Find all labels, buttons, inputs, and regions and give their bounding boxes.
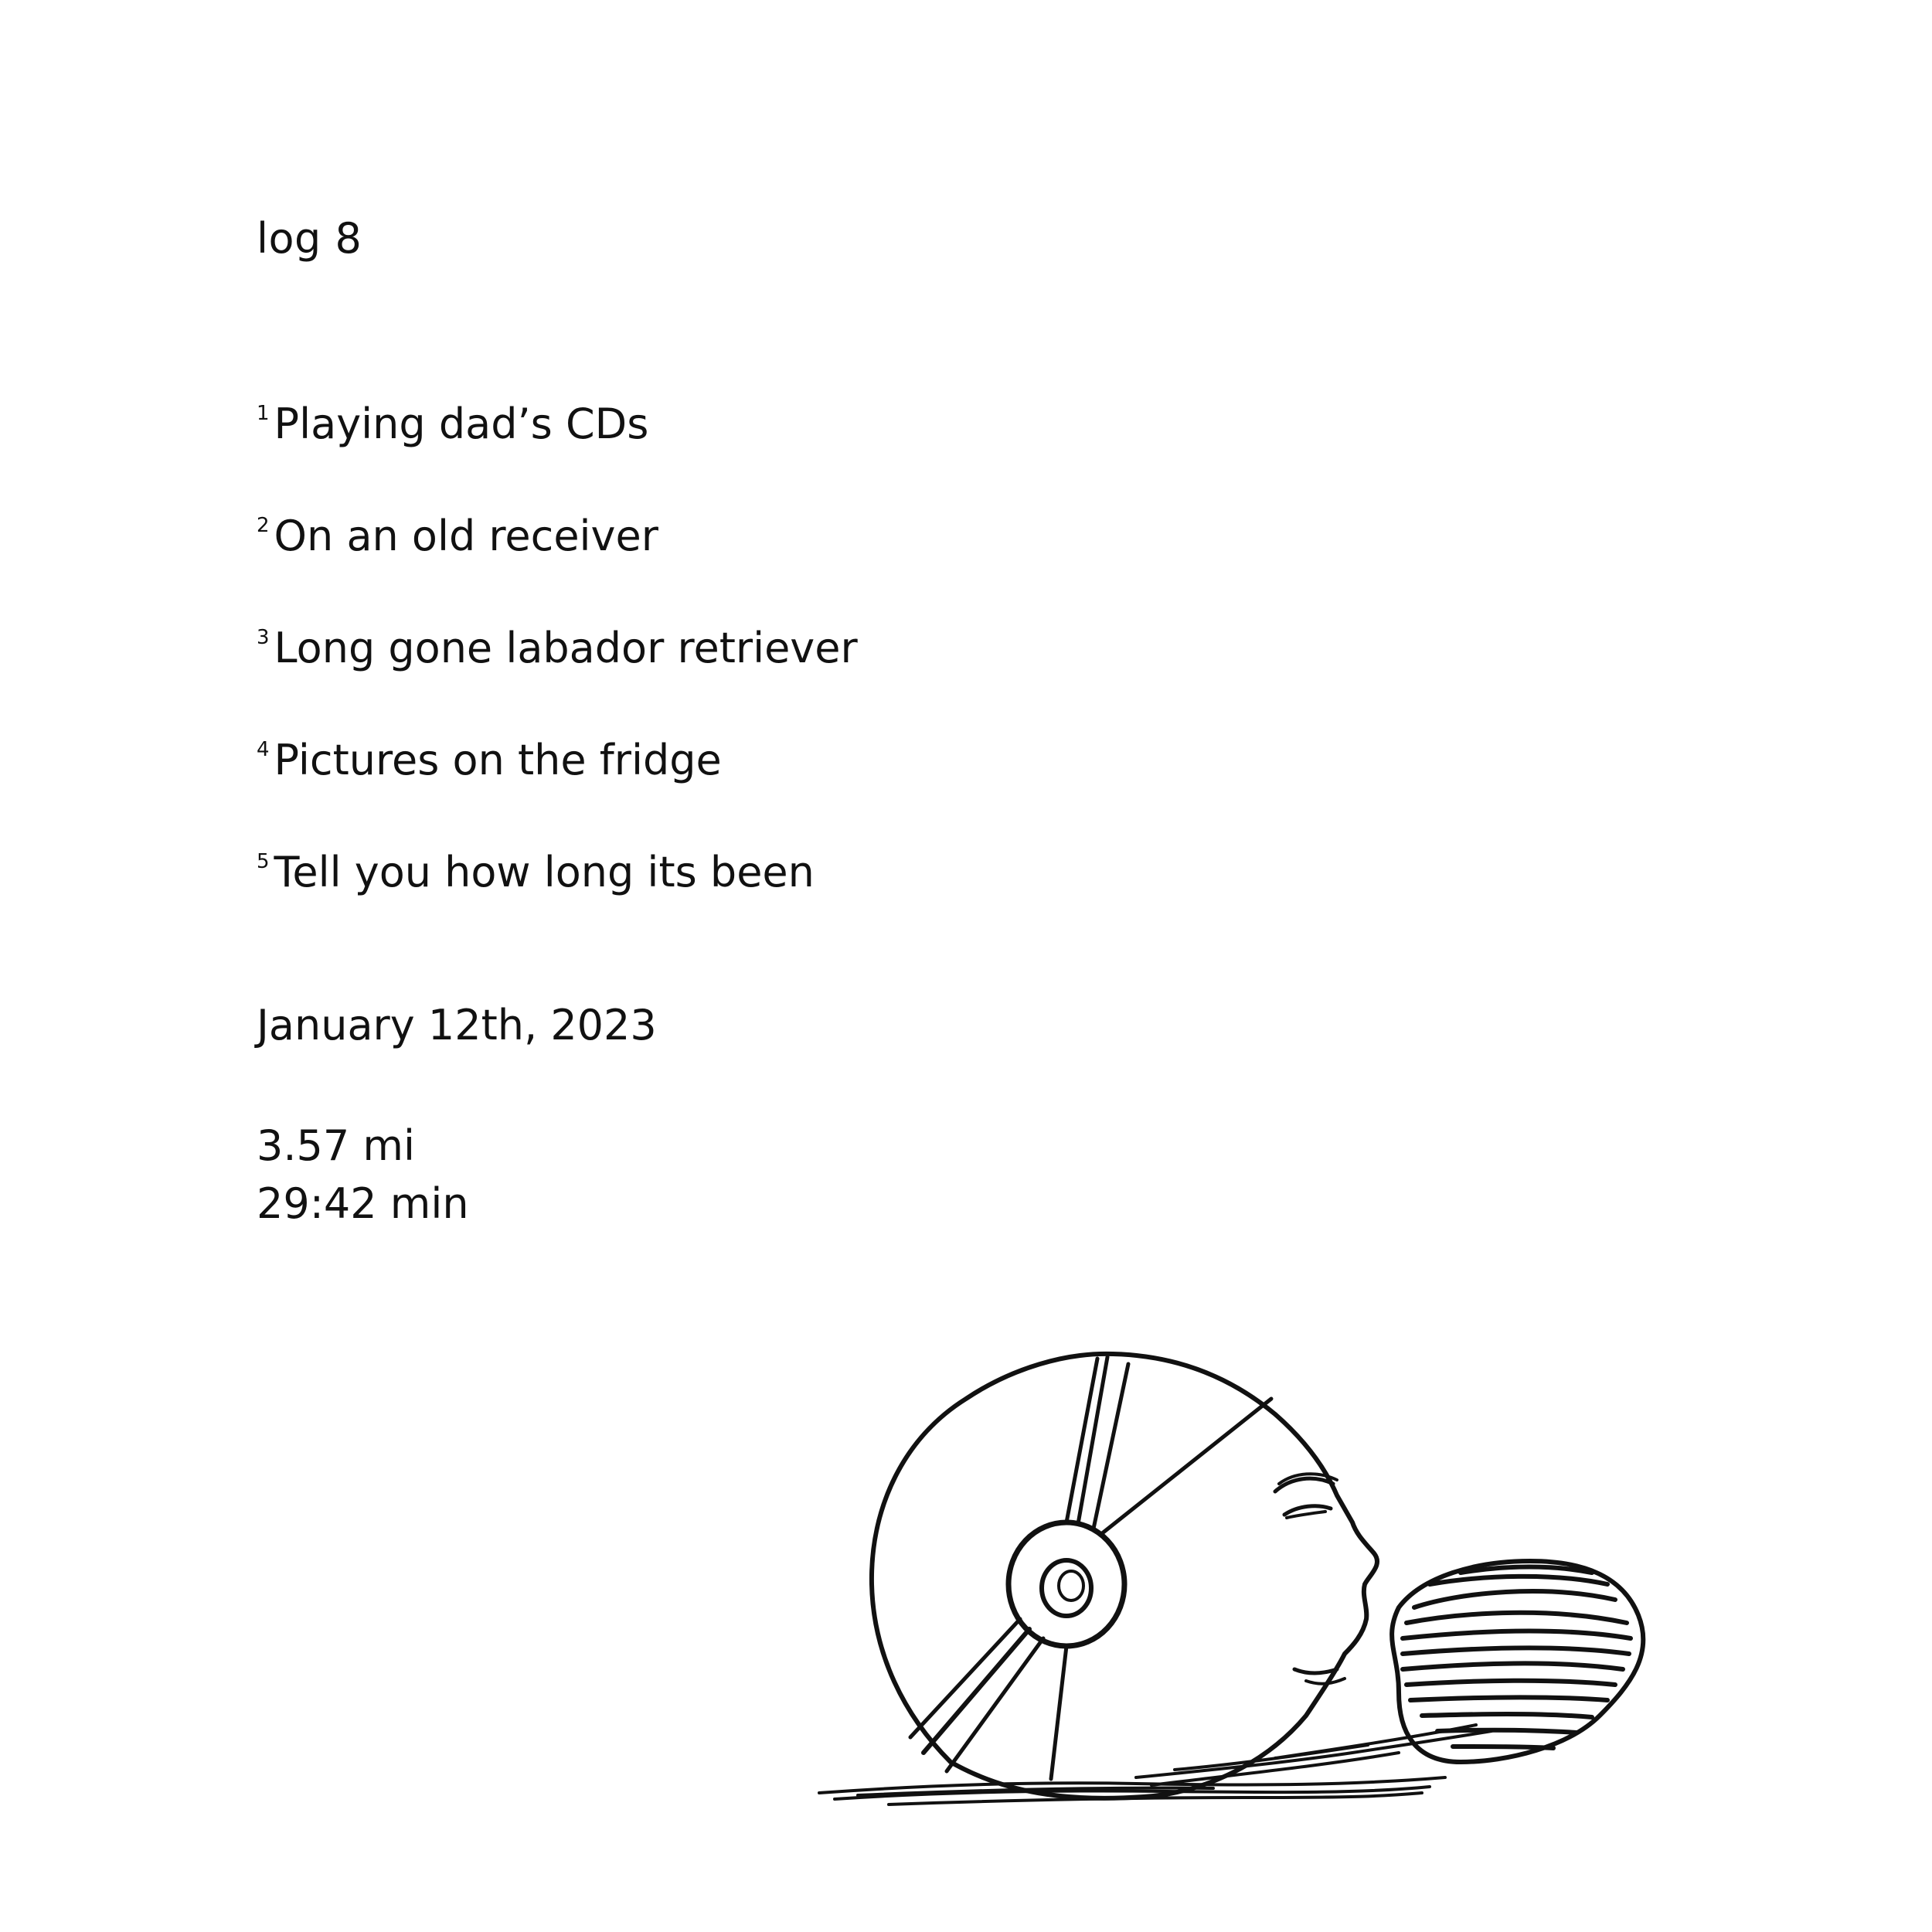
line-text: On an old receiver: [274, 512, 658, 560]
line-number: 5: [257, 850, 270, 873]
run-stats: [257, 1117, 469, 1233]
line-text: Long gone labador retriever: [274, 624, 858, 672]
mouth: [1294, 1669, 1337, 1673]
log-line-3: [257, 611, 858, 723]
line-text: Tell you how long its been: [274, 848, 815, 896]
log-line-1: [257, 386, 858, 498]
line-number: 4: [257, 738, 270, 761]
log-date: January 12th, 2023: [257, 1001, 657, 1049]
cd-ring: [1009, 1522, 1124, 1646]
line-number: 2: [257, 514, 270, 537]
distance-value: 3.57 mi: [257, 1121, 416, 1170]
duration-value: 29:42 min: [257, 1179, 469, 1228]
log-lines: [257, 386, 858, 947]
log-title: log 8: [257, 214, 362, 263]
log-line-5: [257, 835, 858, 947]
cd-face-with-headphone-hole-icon: [811, 1329, 1677, 1839]
line-text: Pictures on the fridge: [274, 736, 722, 784]
line-text: Playing dad’s CDs: [274, 400, 649, 448]
ground-shadow: [819, 1725, 1492, 1804]
log-line-4: [257, 723, 858, 835]
sound-scribble: [1392, 1561, 1643, 1762]
log-line-2: [257, 498, 858, 611]
line-number: 1: [257, 402, 270, 425]
line-number: 3: [257, 626, 270, 649]
